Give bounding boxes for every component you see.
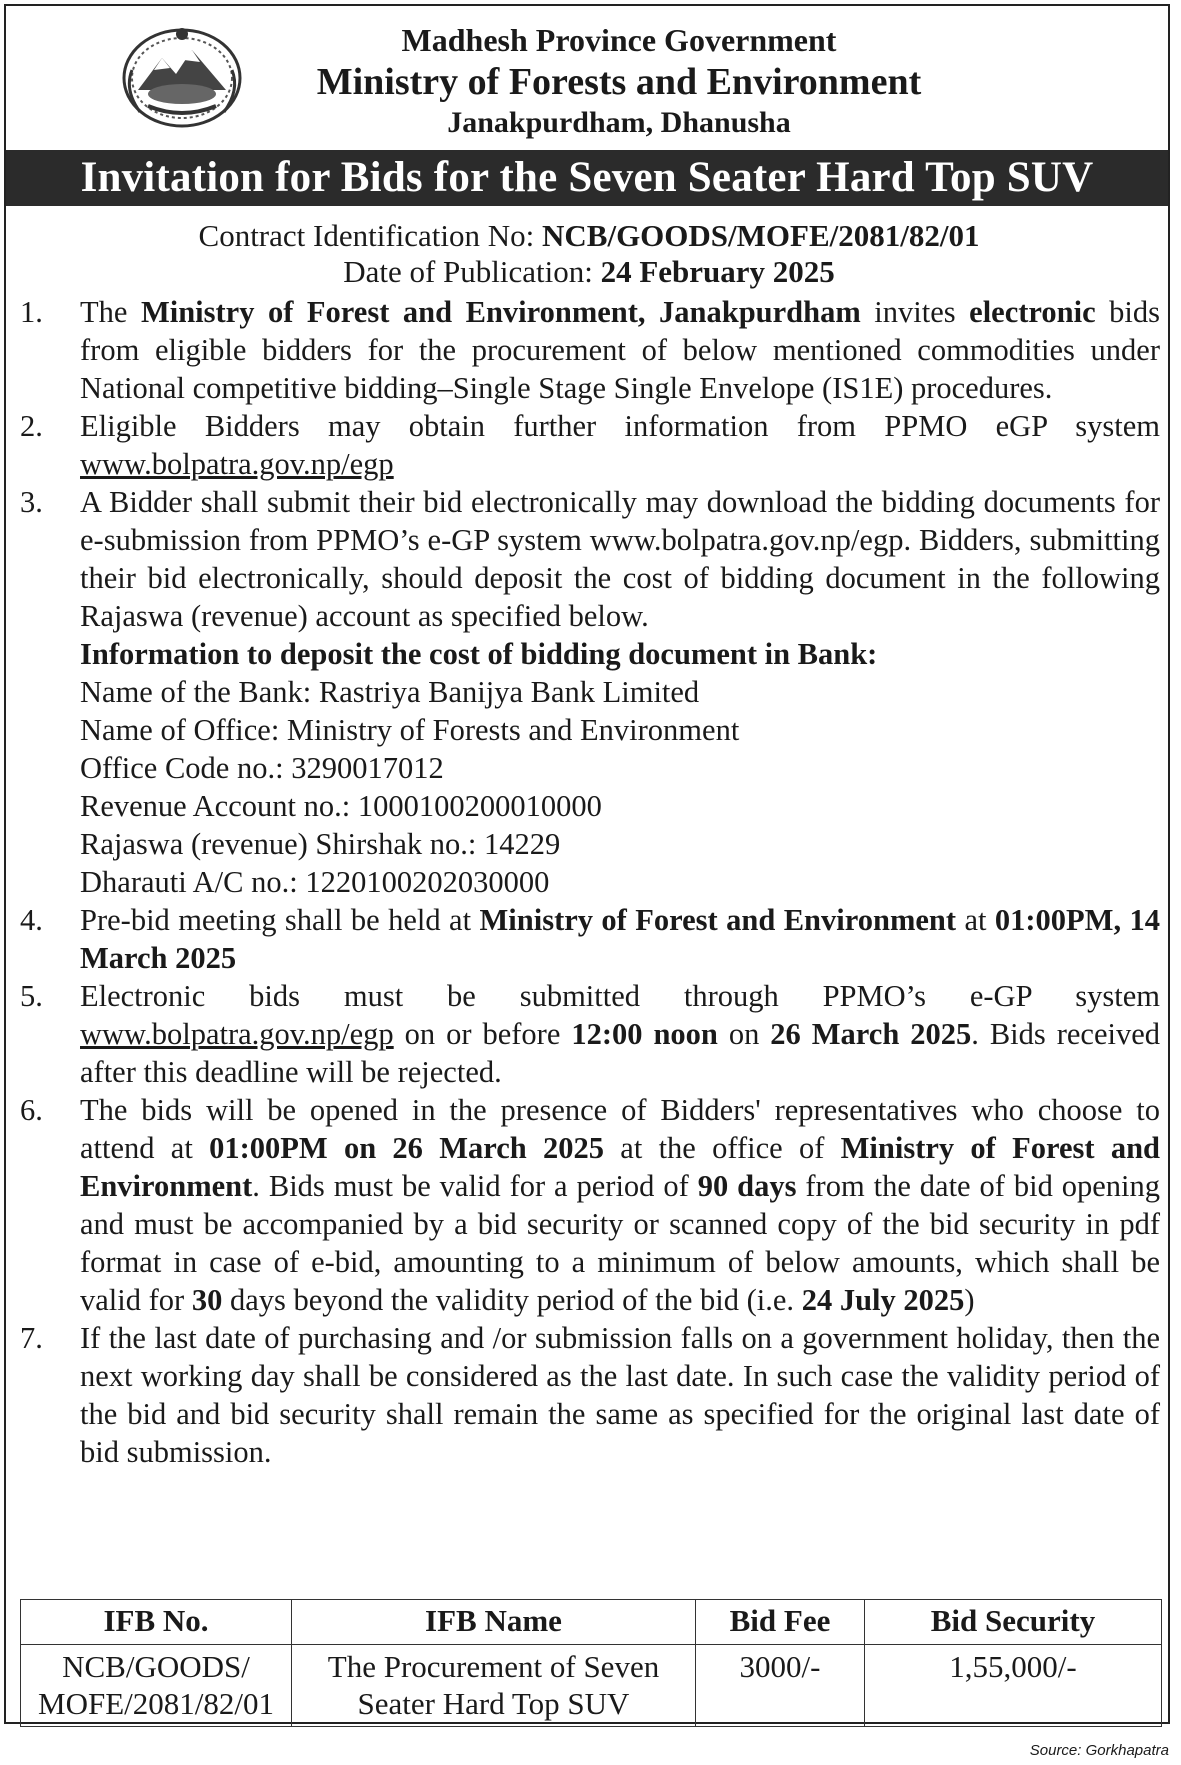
clause-text: Eligible Bidders may obtain further information from PPMO eGP system — [80, 409, 1160, 443]
clause-text: from the date of bid opening and must be accompanied by a bid security or scanned copy of the bid security in pdf format in case of e-bid, amounting to a minimum of below amounts, which shall be valid for — [80, 1169, 1161, 1317]
table-header-row — [21, 1600, 1162, 1645]
clause-number: 7. — [20, 1321, 43, 1355]
clause-text: . Bids received after this deadline will be rejected. — [80, 1017, 1161, 1089]
clause-number: 6. — [20, 1093, 43, 1127]
notice-frame — [4, 4, 1170, 1724]
clause-3 — [20, 483, 1160, 635]
cell-text: The Procurement of Seven — [327, 1649, 660, 1684]
cell-bid-fee: 3000/- — [696, 1645, 865, 1727]
bolpatra-link[interactable]: www.bolpatra.gov.np/egp — [80, 1017, 394, 1051]
bank-name: Name of the Bank: Rastriya Banijya Bank Limited — [80, 675, 700, 709]
clause-2 — [20, 407, 1160, 483]
notice-title-banner: Invitation for Bids for the Seven Seater Hard Top SUV — [6, 150, 1168, 206]
clause-number: 4. — [20, 903, 43, 937]
clause-text: ) — [964, 1283, 975, 1317]
clause-text: A Bidder shall submit their bid electronically may download the bidding documents for e-submission from PPMO’s e-GP system www.bolpatra.gov.np/egp. Bidders, submitting their bid electronically, should deposit the cost of bidding document in the following Rajaswa (revenue) account as specified below. — [80, 485, 1160, 633]
contract-id-label: Contract Identification No: — [198, 218, 542, 253]
clause-text: The — [80, 295, 141, 329]
col-bid-security: Bid Security — [865, 1600, 1162, 1645]
clause-1 — [20, 293, 1160, 407]
clause-emphasis: Ministry of Forest and Environment — [80, 1131, 1160, 1203]
clause-emphasis: 30 — [191, 1283, 223, 1317]
contract-id-value: NCB/GOODS/MOFE/2081/82/01 — [542, 218, 980, 253]
cell-bid-security: 1,55,000/- — [865, 1645, 1162, 1727]
bank-info-heading: Information to deposit the cost of bidding document in Bank: — [80, 637, 878, 671]
clause-text: on — [717, 1017, 771, 1051]
bolpatra-link[interactable]: www.bolpatra.gov.np/egp — [80, 447, 394, 481]
col-ifb-name: IFB Name — [292, 1600, 696, 1645]
clause-emphasis: 01:00PM on 26 March 2025 — [209, 1131, 605, 1165]
clause-number: 5. — [20, 979, 43, 1013]
clause-emphasis: Ministry of Forest and Environment, Janakpurdham — [140, 295, 861, 329]
revenue-account: Revenue Account no.: 1000100200010000 — [80, 789, 602, 823]
clause-number: 2. — [20, 409, 43, 443]
cell-text: Seater Hard Top SUV — [357, 1686, 630, 1721]
dharauti-account: Dharauti A/C no.: 1220100202030000 — [80, 865, 550, 899]
clause-text: If the last date of purchasing and /or submission falls on a government holiday, then the next working day shall be considered as the last date. In such case the validity period of the bid and bid security shall remain the same as specified for the original last date of bid submission. — [80, 1321, 1160, 1469]
clause-emphasis: 26 March 2025 — [770, 1017, 972, 1051]
cell-ifb-no — [21, 1645, 292, 1727]
clause-text: invites — [860, 295, 970, 329]
col-ifb-no: IFB No. — [21, 1600, 292, 1645]
cell-text: NCB/GOODS/ — [62, 1649, 250, 1684]
clause-text: Pre-bid meeting shall be held at — [80, 903, 480, 937]
location: Janakpurdham, Dhanusha — [447, 106, 791, 139]
publication-date-label: Date of Publication: — [343, 254, 601, 289]
col-bid-fee: Bid Fee — [696, 1600, 865, 1645]
clause-text: . Bids must be valid for a period of — [252, 1169, 698, 1203]
clause-number: 1. — [20, 295, 43, 329]
clause-emphasis: 01:00PM, 14 March 2025 — [80, 903, 1160, 975]
office-code: Office Code no.: 3290017012 — [80, 751, 444, 785]
clause-text: The bids will be opened in the presence of Bidders' representatives who choose to attend at — [80, 1093, 1160, 1165]
notice-body — [20, 293, 1160, 1471]
ifb-table — [20, 1599, 1162, 1727]
cell-text: MOFE/2081/82/01 — [38, 1686, 274, 1721]
clause-5 — [20, 977, 1160, 1091]
clause-emphasis: 24 July 2025 — [801, 1283, 965, 1317]
clause-text: at — [956, 903, 995, 937]
clause-text: at the office of — [604, 1131, 841, 1165]
province-name: Madhesh Province Government — [401, 22, 837, 58]
clause-text: bids from eligible bidders for the procurement of below mentioned commodities under National competitive bidding–Single Stage Single Envelope (IS1E) procedures. — [80, 295, 1160, 405]
shirshak-no: Rajaswa (revenue) Shirshak no.: 14229 — [80, 827, 561, 861]
clause-4 — [20, 901, 1160, 977]
clause-emphasis: Ministry of Forest and Environment — [479, 903, 957, 937]
clause-7 — [20, 1319, 1160, 1471]
header — [6, 6, 1172, 146]
clause-number: 3. — [20, 485, 43, 519]
clause-6 — [20, 1091, 1160, 1319]
contract-id — [6, 218, 1172, 254]
source-credit: Source: Gorkhapatra — [1029, 1742, 1169, 1759]
clause-text: days beyond the validity period of the bid (i.e. — [222, 1283, 802, 1317]
clause-emphasis: 90 days — [697, 1169, 797, 1203]
office-name: Name of Office: Ministry of Forests and Environment — [80, 713, 740, 747]
clause-emphasis: electronic — [969, 295, 1096, 329]
cell-ifb-name — [292, 1645, 696, 1727]
ministry-name: Ministry of Forests and Environment — [316, 61, 922, 103]
clause-text: on or before — [393, 1017, 572, 1051]
table-row — [21, 1645, 1162, 1727]
publication-date — [6, 254, 1172, 290]
clause-emphasis: 12:00 noon — [571, 1017, 718, 1051]
clause-text: Electronic bids must be submitted through PPMO’s e-GP system — [80, 979, 1160, 1013]
bank-info — [20, 635, 1160, 901]
publication-date-value: 24 February 2025 — [600, 254, 835, 289]
